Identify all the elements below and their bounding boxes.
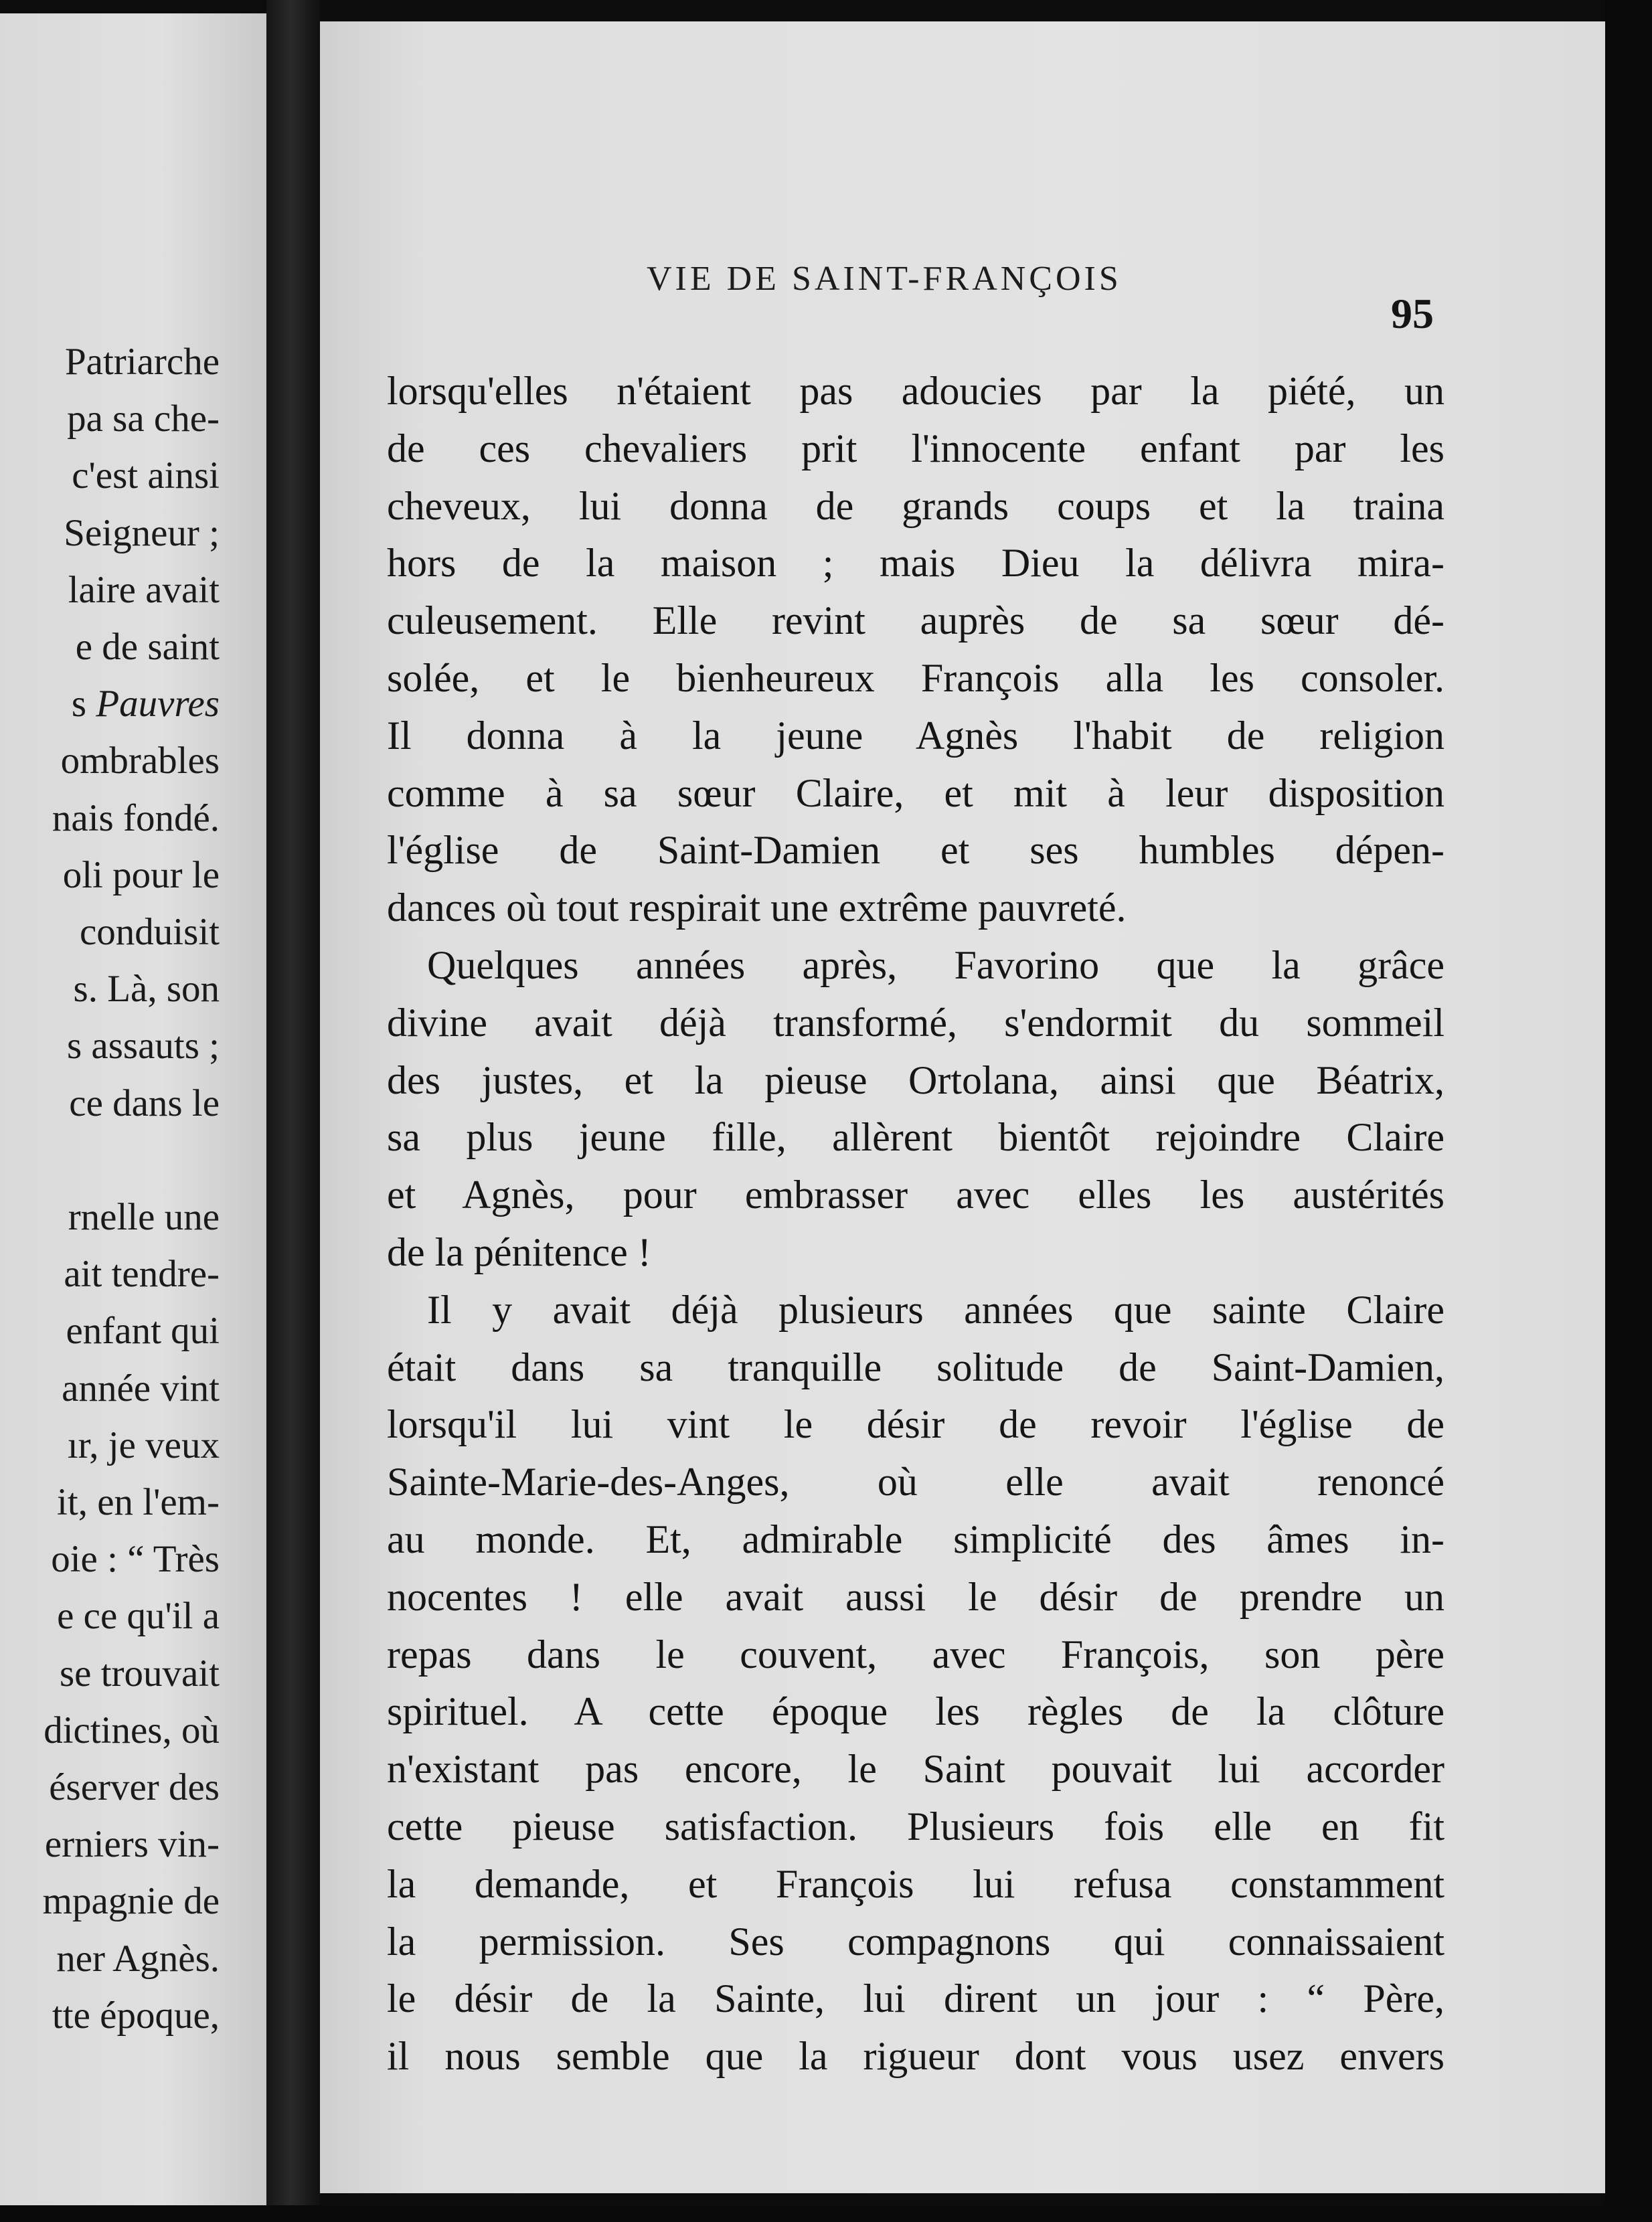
italic-word: Pauvres bbox=[96, 683, 220, 725]
facing-line: s Pauvres bbox=[71, 683, 220, 725]
text-line: culeusement. Elle revint auprès de sa sœur dé- bbox=[387, 598, 1444, 643]
text-line: Il donna à la jeune Agnès l'habit de religion bbox=[387, 713, 1444, 758]
text-line: lorsqu'il lui vint le désir de revoir l'église de bbox=[387, 1402, 1444, 1447]
facing-line: erniers vin- bbox=[44, 1823, 220, 1866]
facing-line: enfant qui bbox=[66, 1310, 220, 1353]
facing-line: oli pour le bbox=[62, 853, 220, 896]
facing-line: c'est ainsi bbox=[72, 454, 220, 497]
scan-border-bottom bbox=[0, 2205, 1652, 2222]
facing-line: conduisit bbox=[80, 911, 220, 954]
facing-line: laire avait bbox=[68, 568, 220, 611]
text-line: Quelques années après, Favorino que la grâce bbox=[427, 942, 1444, 987]
text-line: dances où tout respirait une extrême pauvreté. bbox=[387, 885, 1127, 930]
facing-line: rnelle une bbox=[68, 1196, 220, 1239]
facing-line: se trouvait bbox=[59, 1652, 220, 1695]
text-line: spirituel. A cette époque les règles de la clôture bbox=[387, 1689, 1444, 1734]
scan-border-right bbox=[1605, 0, 1652, 2222]
facing-blank-line bbox=[0, 1132, 220, 1189]
text-line: de la pénitence ! bbox=[387, 1229, 651, 1274]
facing-line: oie : “ Très bbox=[51, 1538, 220, 1581]
text-line: Sainte-Marie-des-Anges, où elle avait renoncé bbox=[387, 1460, 1444, 1505]
text-line: Il y avait déjà plusieurs années que sainte Claire bbox=[427, 1287, 1444, 1332]
page-body bbox=[387, 363, 1444, 2085]
text-line: cette pieuse satisfaction. Plusieurs fois elle en fit bbox=[387, 1804, 1444, 1849]
facing-line: it, en l'em- bbox=[57, 1481, 220, 1524]
text-line: sa plus jeune fille, allèrent bientôt rejoindre Claire bbox=[387, 1115, 1444, 1160]
facing-line: pa sa che- bbox=[67, 398, 220, 440]
facing-line: nais fondé. bbox=[52, 796, 220, 839]
facing-line: ait tendre- bbox=[64, 1253, 220, 1296]
facing-page-lines bbox=[0, 333, 220, 2044]
text-line: il nous semble que la rigueur dont vous usez envers bbox=[387, 2034, 1444, 2079]
facing-line: ır, je veux bbox=[67, 1424, 220, 1466]
text-line: des justes, et la pieuse Ortolana, ainsi que Béatrix, bbox=[387, 1057, 1444, 1102]
facing-line: ce dans le bbox=[69, 1082, 220, 1124]
text-line: au monde. Et, admirable simplicité des âmes in- bbox=[387, 1517, 1444, 1561]
facing-line: dictines, où bbox=[44, 1709, 220, 1751]
facing-line: s assauts ; bbox=[67, 1025, 220, 1067]
facing-line: mpagnie de bbox=[42, 1880, 220, 1923]
facing-line: ombrables bbox=[60, 740, 220, 782]
facing-line: année vint bbox=[62, 1367, 220, 1409]
facing-line: s. Là, son bbox=[73, 968, 220, 1011]
facing-line: e ce qu'il a bbox=[57, 1595, 220, 1638]
facing-line: tte époque, bbox=[52, 1994, 220, 2037]
facing-line: éserver des bbox=[49, 1766, 220, 1809]
text-line: repas dans le couvent, avec François, son père bbox=[387, 1632, 1444, 1677]
facing-line: e de saint bbox=[75, 626, 220, 669]
text-line: cheveux, lui donna de grands coups et la traina bbox=[387, 483, 1444, 528]
text-line: hors de la maison ; mais Dieu la délivra mira- bbox=[387, 541, 1444, 586]
text-line: la demande, et François lui refusa constamment bbox=[387, 1861, 1444, 1906]
text-line: solée, et le bienheureux François alla les consoler. bbox=[387, 655, 1444, 700]
text-line: la permission. Ses compagnons qui connaissaient bbox=[387, 1919, 1444, 1964]
text-line: lorsqu'elles n'étaient pas adoucies par la piété, un bbox=[387, 369, 1444, 413]
text-line: était dans sa tranquille solitude de Saint-Damien, bbox=[387, 1345, 1444, 1389]
facing-line: Patriarche bbox=[64, 341, 220, 383]
text-line: l'église de Saint-Damien et ses humbles dépen- bbox=[387, 828, 1444, 873]
book-page bbox=[320, 21, 1605, 2193]
text-line: et Agnès, pour embrasser avec elles les austérités bbox=[387, 1173, 1444, 1217]
facing-line: ner Agnès. bbox=[56, 1937, 220, 1980]
facing-page-fragment bbox=[0, 13, 266, 2205]
running-head: VIE DE SAINT-FRANÇOIS bbox=[647, 260, 1122, 298]
text-line: n'existant pas encore, le Saint pouvait lui accorder bbox=[387, 1747, 1444, 1792]
text-line: divine avait déjà transformé, s'endormit du sommeil bbox=[387, 1000, 1444, 1045]
text-line: le désir de la Sainte, lui dirent un jour : “ Père, bbox=[387, 1976, 1444, 2021]
facing-line: Seigneur ; bbox=[64, 511, 220, 554]
text-line: comme à sa sœur Claire, et mit à leur disposition bbox=[387, 770, 1444, 815]
text-line: nocentes ! elle avait aussi le désir de prendre un bbox=[387, 1574, 1444, 1619]
book-gutter bbox=[266, 0, 320, 2222]
page-number: 95 bbox=[1391, 290, 1434, 337]
text-line: de ces chevaliers prit l'innocente enfant par les bbox=[387, 426, 1444, 471]
